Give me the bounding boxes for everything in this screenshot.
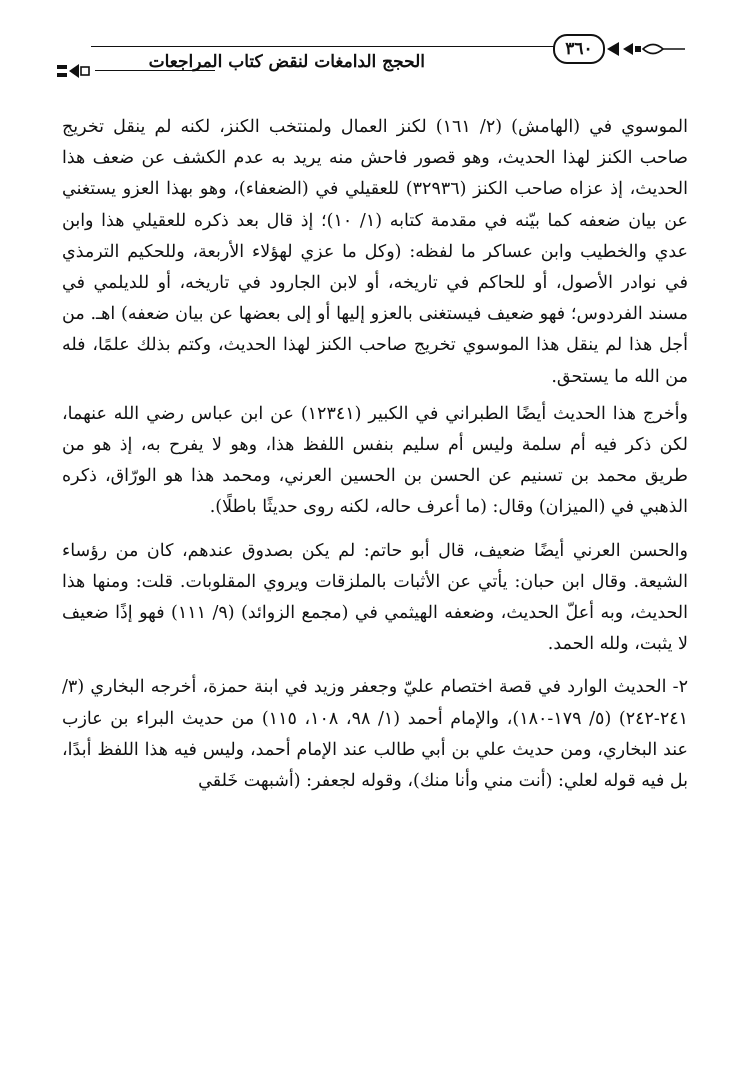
page-body (62, 112, 688, 797)
page-number: ٣٦٠ (553, 34, 605, 64)
paragraph-spacer (62, 660, 688, 672)
running-title: الحجج الدامغات لنقض كتاب المراجعات (148, 52, 425, 72)
header-rule-bottom (95, 70, 215, 71)
paragraph-1: الموسوي في (الهامش) (٢/ ١٦١) لكنز العمال ولمنتخب الكنز، لكنه لم ينقل تخريج صاحب الكنز لهذا الحديث، وهو قصور فاحش منه يريد به عدم الكشف عن ضعف هذا الحديث، إذ عزاه صاحب الكنز (٣٢٩٣٦) للعقيلي في (الضعفاء)، وهو بهذا العزو يستغني عن بيان ضعفه كما بيّنه في مقدمة كتابه (١/ ١٠)؛ إذ قال بعد ذكره للعقيلي هذا وابن عدي والخطيب وابن عساكر ما لفظه: (وكل ما عزي لهؤلاء الأربعة، وللحكيم الترمذي في نوادر الأصول، أو للحاكم في تاريخه، أو لابن الجارود في تاريخه، أو للديلمي في مسند الفردوس؛ فهو ضعيف فيستغنى بالعزو إليها أو إلى بعضها عن بيان ضعفه) اهـ. من أجل هذا لم ينقل هذا الموسوي تخريج صاحب الكنز لهذا الحديث، وكتم بذلك علمًا، فله من الله ما يستحق. (62, 117, 688, 387)
paragraph-2: وأخرج هذا الحديث أيضًا الطبراني في الكبير (١٢٣٤١) عن ابن عباس رضي الله عنهما، لكن ذكر فيه أم سلمة وليس أم سليم بنفس اللفظ هذا، وهو لا يفرح به، إذ هو من طريق محمد بن تسنيم عن الحسن بن الحسين العرني، ومحمد هذا هو الورّاق، ذكره الذهبي في (الميزان) وقال: (ما أعرف حاله، لكنه روى حديثًا باطلًا). (62, 403, 688, 518)
paragraph-spacer (62, 524, 688, 536)
page-header (55, 30, 685, 80)
paragraph-4: ٢- الحديث الوارد في قصة اختصام عليّ وجعفر وزيد في ابنة حمزة، أخرجه البخاري (٣/ ٢٤١-٢٤٢) (٥/ ١٧٩-١٨٠)، والإمام أحمد (١/ ٩٨، ١٠٨، ١١٥) من حديث البراء بن عازب عند البخاري، ومن حديث علي بن أبي طالب عند الإمام أحمد، وليس فيه هذا اللفظ أبدًا، بل فيه قوله لعلي: (أنت مني وأنا منك)، وقوله لجعفر: (أشبهت خَلقي (62, 677, 689, 792)
ornament-left-icon (55, 60, 91, 82)
paragraph-3: والحسن العرني أيضًا ضعيف، قال أبو حاتم: لم يكن بصدوق عندهم، كان من رؤساء الشيعة. وقال ابن حبان: يأتي عن الأثبات بالملزقات ويروي المقلوبات. قلت: ومنها هذا الحديث، وبه أعلّ الحديث، وضعفه الهيثمي في (مجمع الزوائد) (٩/ ١١١) فهو إذًا ضعيف لا يثبت، ولله الحمد. (62, 540, 688, 655)
ornament-right-icon (605, 38, 685, 60)
header-rule-top (91, 46, 557, 47)
